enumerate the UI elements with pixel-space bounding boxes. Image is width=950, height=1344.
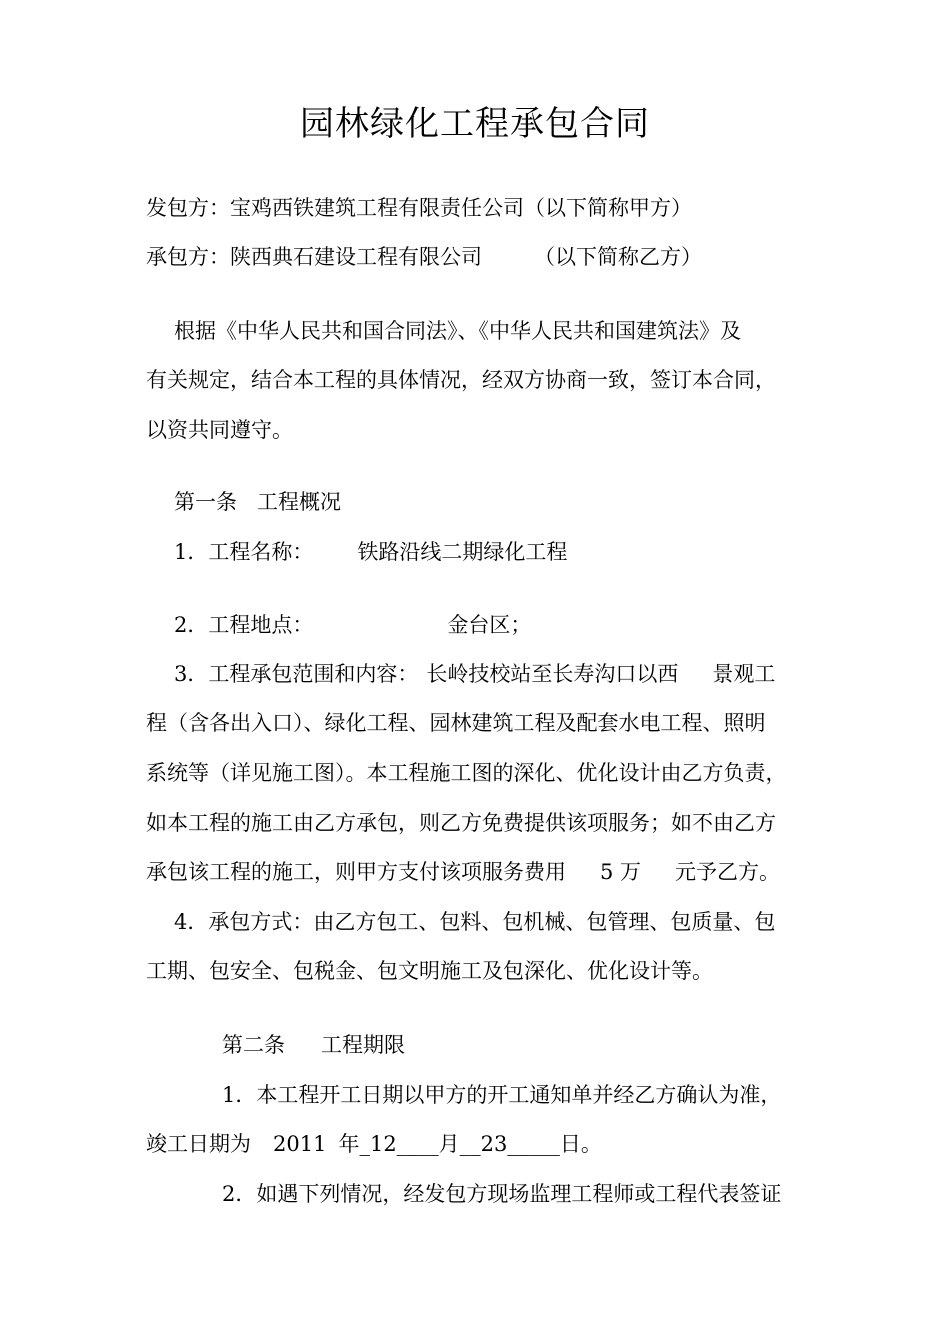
- article1-number: 第一条: [174, 490, 237, 514]
- preamble-line-3: 以资共同遵守。: [146, 418, 293, 442]
- article1-item3-line3: 系统等（详见施工图）。本工程施工图的深化、优化设计由乙方负责，: [146, 761, 787, 785]
- service-fee-text: 承包该工程的施工，则甲方支付该项服务费用: [146, 860, 566, 884]
- article1-item3-line1: [174, 659, 838, 689]
- article2-title: 工程期限: [321, 1033, 405, 1057]
- contractor-note: （以下简称乙方）: [534, 245, 702, 269]
- article2-item1-line2: [146, 1129, 810, 1159]
- service-fee-amount: 5 万: [600, 860, 642, 884]
- scope-value-b: 景观工: [712, 662, 776, 686]
- project-name-value: 铁路沿线二期绿化工程: [357, 540, 568, 564]
- completion-year: 2011: [273, 1132, 327, 1156]
- employer-line: [146, 193, 810, 223]
- scope-value-a: 长岭技校站至长寿沟口以西: [426, 662, 679, 686]
- article1-item1: [174, 537, 838, 567]
- article1-item2: [174, 610, 838, 640]
- preamble-line-2: 有关规定，结合本工程的具体情况，经双方协商一致，签订本合同，: [146, 368, 776, 392]
- contractor-name: 陕西典石建设工程有限公司: [230, 245, 482, 269]
- project-name-label: 1．工程名称：: [174, 540, 314, 564]
- preamble-line-1: 根据《中华人民共和国合同法》、《中华人民共和国建筑法》及: [174, 319, 741, 343]
- contractor-label: 承包方：: [146, 245, 230, 269]
- service-fee-suffix: 元予乙方。: [675, 860, 781, 884]
- article2-number: 第二条: [222, 1033, 285, 1057]
- project-location-value: 金台区；: [447, 613, 532, 637]
- employer-label: 发包方：: [146, 196, 230, 220]
- article2-item2-line1: 2．如遇下列情况，经发包方现场监理工程师或工程代表签证: [222, 1182, 782, 1206]
- project-location-label: 2．工程地点：: [174, 613, 314, 637]
- document-title: 园林绿化工程承包合同: [300, 104, 650, 144]
- article2-heading: [222, 1030, 886, 1060]
- article1-title: 工程概况: [257, 490, 341, 514]
- completion-date-label: 竣工日期为: [146, 1132, 251, 1156]
- article1-item3-line4: 如本工程的施工由乙方承包，则乙方免费提供该项服务；如不由乙方: [146, 811, 776, 835]
- article1-item3-line5: [146, 857, 810, 887]
- article1-heading: [174, 487, 838, 517]
- article2-item1-line1: 1．本工程开工日期以甲方的开工通知单并经乙方确认为准，: [222, 1083, 782, 1107]
- scope-label: 3．工程承包范围和内容：: [174, 662, 419, 686]
- article1-item4-line1: 4．承包方式：由乙方包工、包料、包机械、包管理、包质量、包: [174, 910, 776, 934]
- contractor-line: [146, 242, 810, 272]
- article1-item3-line2: 程（含各出入口）、绿化工程、园林建筑工程及配套水电工程、照明: [146, 711, 766, 735]
- employer-name: 宝鸡西铁建筑工程有限责任公司（以下简称甲方）: [230, 196, 692, 220]
- completion-month-day: 年_12____月__23_____日。: [338, 1132, 602, 1156]
- article1-item4-line2: 工期、包安全、包税金、包文明施工及包深化、优化设计等。: [146, 959, 713, 983]
